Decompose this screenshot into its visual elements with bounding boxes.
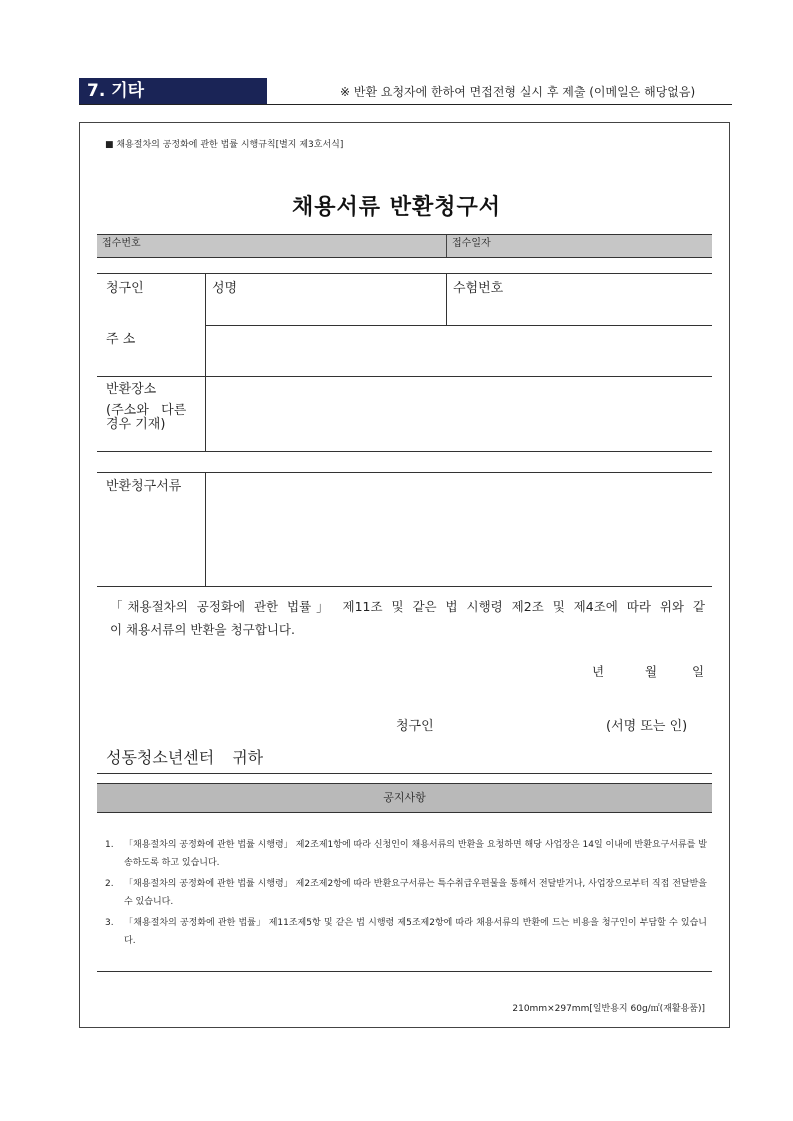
recipient-name: 성동청소년센터 xyxy=(106,748,215,767)
signature-hint: (서명 또는 인) xyxy=(606,719,688,734)
receipt-date-label: 접수일자 xyxy=(452,238,491,249)
recipient-suffix: 귀하 xyxy=(232,748,264,767)
recipient-line xyxy=(106,745,263,768)
date-month: 월 xyxy=(645,664,658,679)
notice-bottom-line xyxy=(97,971,712,972)
rule-reference: ■ 채용절차의 공정화에 관한 법률 시행규칙[별지 제3호서식] xyxy=(105,140,344,150)
documents-divider xyxy=(205,472,206,586)
statement-line-2: 이 채용서류의 반환을 청구합니다. xyxy=(110,622,295,637)
notice-text: 「채용절차의 공정화에 관한 법률 시행령」 제2조제1항에 따라 신청인이 채용서류의 반환을 요청하면 해당 사업장은 14일 이내에 반환요구서류를 발송하도록 하고 있습니다. xyxy=(124,840,707,868)
exam-number-label: 수험번호 xyxy=(453,281,504,296)
row-line-1 xyxy=(205,325,712,326)
row-line-2 xyxy=(97,376,712,377)
notice-item xyxy=(105,875,707,911)
notice-item xyxy=(105,836,707,872)
receipt-number-label: 접수번호 xyxy=(102,238,141,249)
notice-number: 3. xyxy=(105,918,114,928)
notice-list xyxy=(105,836,707,953)
name-label: 성명 xyxy=(212,281,238,296)
section-divider xyxy=(79,104,732,105)
recipient-underline xyxy=(97,773,712,774)
notice-item xyxy=(105,914,707,950)
notice-text: 「채용절차의 공정화에 관한 법률」 제11조제5항 및 같은 법 시행령 제5조제2항에 따라 채용서류의 반환에 드는 비용을 청구인이 부담할 수 있습니다. xyxy=(124,918,707,946)
row-line-3 xyxy=(97,451,712,452)
exam-number-divider xyxy=(446,273,447,325)
statement-line-1: 「채용절차의 공정화에 관한 법률」 제11조 및 같은 법 시행령 제2조 및 제4조에 따라 위와 같 xyxy=(110,599,705,614)
notice-title: 공지사항 xyxy=(97,783,712,813)
return-place-label: 반환장소 xyxy=(106,382,157,397)
form-title: 채용서류 반환청구서 xyxy=(292,195,501,220)
label-column-divider xyxy=(205,273,206,451)
date-day: 일 xyxy=(692,664,705,679)
section-label: 7. 기타 xyxy=(79,78,267,104)
receipt-row xyxy=(97,234,712,258)
paper-spec: 210mm×297mm[일반용지 60g/㎡(재활용품)] xyxy=(512,1004,705,1014)
section-note: ※ 반환 요청자에 한하여 면접전형 실시 후 제출 (이메일은 해당없음) xyxy=(340,85,696,99)
notice-text: 「채용절차의 공정화에 관한 법률 시행령」 제2조제2항에 따라 반환요구서류는 특수취급우편물을 통해서 전달받거나, 사업장으로부터 직접 전달받을 수 있습니다. xyxy=(124,879,707,907)
claimant-label: 청구인 xyxy=(106,281,144,296)
notice-number: 1. xyxy=(105,840,114,850)
documents-label: 반환청구서류 xyxy=(106,479,182,494)
signer-label: 청구인 xyxy=(396,719,434,734)
notice-number: 2. xyxy=(105,879,114,889)
return-place-note-2: 경우 기재) xyxy=(106,417,166,432)
address-label: 주 소 xyxy=(106,332,136,347)
documents-bottom-line xyxy=(97,586,712,587)
documents-top-line xyxy=(97,472,712,473)
table-top-line xyxy=(97,273,712,274)
return-place-note-1: (주소와 다른 xyxy=(106,403,187,418)
date-year: 년 xyxy=(592,664,605,679)
